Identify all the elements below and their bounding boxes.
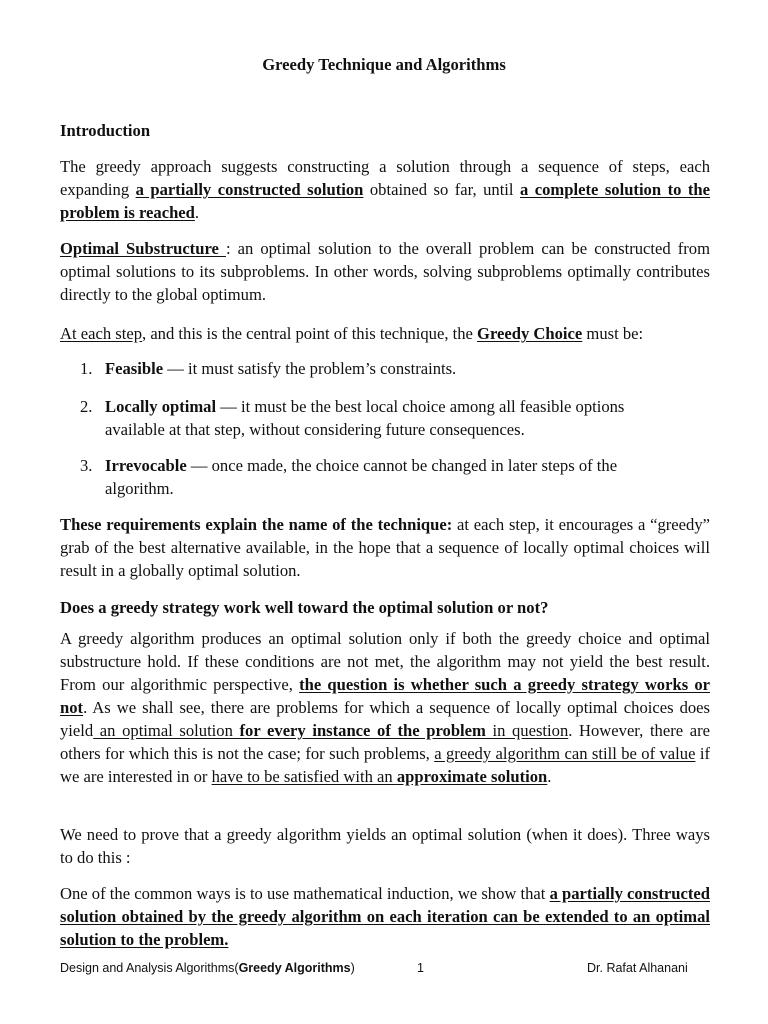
emphasized-text: Does a greedy strategy work well toward the optimal solution or not? [60,598,549,617]
list-item-feasible [80,357,680,380]
emphasized-text: These requirements explain the name of the technique: [60,515,453,534]
footer-course-bold: Greedy Algorithms [238,961,351,975]
emphasized-text: have to be satisfied with an [211,767,397,786]
emphasized-text: Optimal Substructure [60,239,226,258]
emphasized-text: Greedy Choice [477,324,583,343]
emphasized-text: approximate solution [396,767,548,786]
paragraph-induction [60,882,710,951]
emphasized-text: the question is whether such a greedy strategy works or not [60,675,711,717]
footer-course-end: ) [350,961,355,975]
footer-course [60,961,355,975]
emphasized-text: a partially constructed solution obtained by the greedy algorithm on each iteration can be extended to an optimal solution to the problem. [60,884,710,949]
question-heading [60,596,710,619]
text-run: One of the common ways is to use mathematical induction, we show that [60,884,550,903]
paragraph-greedy-algorithm [60,627,710,788]
footer-course-text: Design and Analysis Algorithms( [60,961,239,975]
text-run: A greedy algorithm produces an optimal solution only if both the greedy choice and optimal substructure hold. If these conditions are not met, the algorithm may not yield the best result. From our algorithmic perspective, [60,629,710,694]
emphasized-text: for every instance of the problem [239,721,486,740]
list-number: 3. [80,456,93,475]
list-term: Locally optimal [105,397,217,416]
list-number: 1. [80,359,93,378]
emphasized-text: a complete solution to the problem is reached [60,180,710,222]
list-description: — once made, the choice cannot be changed in later steps of the algorithm. [105,456,618,498]
text-run: at each step, it encourages a “greedy” grab of the best alternative available, in the hope that a sequence of locally optimal choices will result in a globally optimal solution. [60,515,710,580]
text-run: The greedy approach suggests constructing a solution through a sequence of steps, each expanding [60,157,710,199]
list-item-locally-optimal [80,395,680,441]
text-run: . As we shall see, there are problems for which a sequence of locally optimal choices does yield [60,698,710,740]
paragraph-requirements [60,513,710,582]
paragraph-greedy-approach [60,155,710,224]
page-number: 1 [417,961,424,975]
document-title: Greedy Technique and Algorithms [262,55,506,74]
list-number: 2. [80,397,93,416]
text-run: . However, there are others for which this is not the case; for such problems, [60,721,710,763]
paragraph-prove [60,823,710,869]
paragraph-optimal-substructure [60,237,710,306]
list-description: — it must be the best local choice among all feasible options available at that step, without considering future consequences. [105,397,625,439]
section-heading-introduction: Introduction [60,121,151,140]
text-run: , and this is the central point of this technique, the [142,324,478,343]
text-run: : an optimal solution to the overall problem can be constructed from optimal solutions to its subproblems. In other words, solving subproblems optimally contributes directly to the global optimum. [60,239,710,304]
paragraph-greedy-choice [60,322,710,345]
footer-author: Dr. Rafat Alhanani [587,961,688,975]
text-run: . [547,767,552,786]
list-description: — it must satisfy the problem’s constraints. [163,359,457,378]
list-term: Feasible [105,359,164,378]
emphasized-text: an optimal solution [93,721,240,740]
text-run: . [194,203,200,222]
list-term: Irrevocable [105,456,187,475]
text-run: obtained so far, until [363,180,520,199]
emphasized-text: a greedy algorithm can still be of value [434,744,696,763]
text-run: if we are interested in or [60,744,710,786]
emphasized-text: a partially constructed solution [135,180,364,199]
text-run: must be: [582,324,644,343]
list-item-irrevocable [80,454,680,500]
text-run: We need to prove that a greedy algorithm yields an optimal solution (when it does). Three ways to do this : [60,825,710,867]
emphasized-text: At each step [60,324,143,343]
emphasized-text: in question [485,721,569,740]
